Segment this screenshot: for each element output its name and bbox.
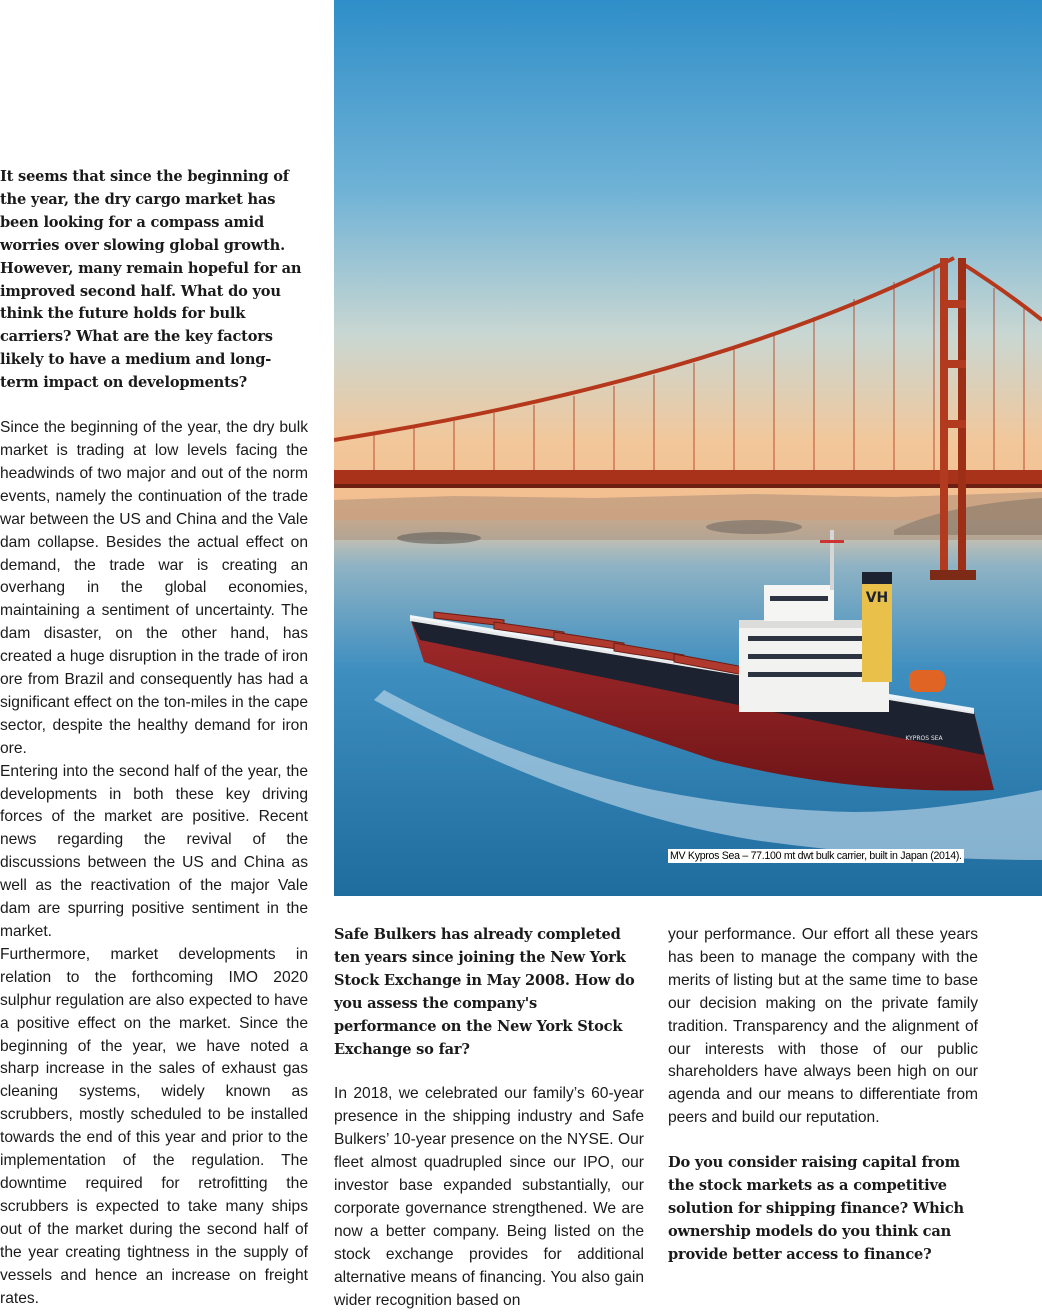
left-column — [0, 166, 308, 1310]
ship-name: KYPROS SEA — [905, 735, 943, 742]
body-paragraph: Furthermore, market developments in relation to the forthcoming IMO 2020 sulphur regulation are also expected to have a positive effect on the market. Since the beginning of the year, we have noted a sharp increase in the sales of exhaust gas cleaning systems, widely known as scrubbers, mostly scheduled to be installed towards the end of this year and prior to the implementation of the regulation. The downtime required for retrofitting the scrubbers is expected to take many ships out of the market during the second half of the year creating tightness in the supply of vessels and hence an increase on freight rates. — [0, 945, 308, 1307]
funnel-mark: VH — [865, 590, 889, 606]
body-paragraph: your performance. Our effort all these years has been to manage the company with the merits of listing but at the same time to base our decision making on the private family tradition. Transparency and the alignment of our interests with those of our public shareholders have always been high on our agenda and our means to differentiate from peers and build our reputation. — [668, 926, 978, 1127]
question-heading: It seems that since the beginning of the year, the dry cargo market has been looking for a compass amid worries over slowing global growth. However, many remain hopeful for an improved second half. What do you think the future holds for bulk carriers? What are the key factors likely to have a medium and long-term impact on developments? — [0, 168, 302, 392]
body-paragraph: In 2018, we celebrated our family’s 60-year presence in the shipping industry and Safe Bulkers’ 10-year presence on the NYSE. Our fleet almost quadrupled since our IPO, our investor base expanded substantially, our corporate governance strengthened. We are now a better company. Being listed on the stock exchange provides for additional alternative means of financing. You also gain wider recognition based on — [334, 1085, 644, 1309]
question-heading: Safe Bulkers has already completed ten years since joining the New York Stock Exchange in May 2008. How do you assess the company's performance on the New York Stock Exchange so far? — [334, 926, 635, 1058]
middle-column — [334, 924, 644, 1313]
body-paragraph: Since the beginning of the year, the dry bulk market is trading at low levels facing the headwinds of two major and out of the norm events, namely the continuation of the trade war between the US and China and the Vale dam collapse. Besides the actual effect on demand, the trade war is creating an overhang in the global economies, maintaining a sentiment of uncertainty. The dam disaster, on the other hand, has created a huge disruption in the trade of iron ore from Brazil and consequently has had a significant effect on the ton-miles in the cape sector, despite the healthy demand for iron ore. — [0, 419, 308, 757]
question-heading: Do you consider raising capital from the stock markets as a competitive solution for shipping finance? Which ownership models do you think can provide better access to finance? — [668, 1154, 964, 1263]
right-column — [668, 924, 978, 1267]
photo-caption: MV Kypros Sea – 77.100 mt dwt bulk carrier, built in Japan (2014). — [670, 850, 962, 862]
ship-photo — [334, 0, 1042, 896]
body-paragraph: Entering into the second half of the year, the developments in both these key driving forces of the market are positive. Recent news regarding the revival of the discussions between the US and China as well as the reactivation of the major Vale dam are spurring positive sentiment in the market. — [0, 762, 308, 940]
